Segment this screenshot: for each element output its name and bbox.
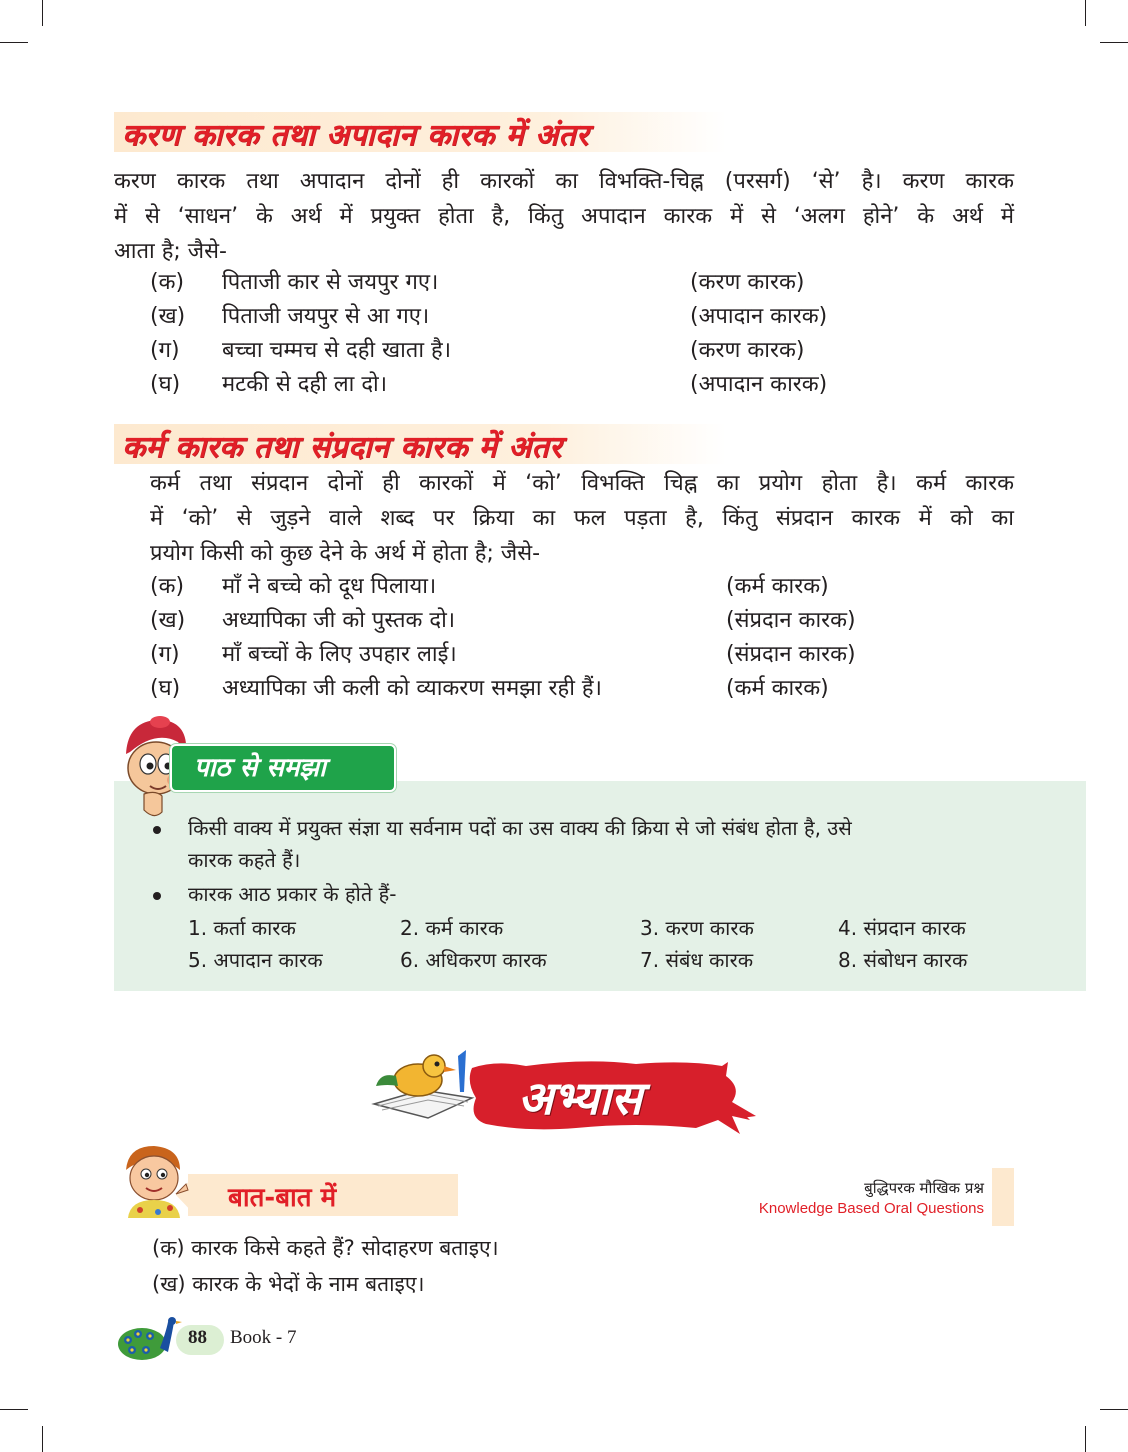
example-sentence: अध्यापिका जी को पुस्तक दो।: [222, 608, 456, 633]
example-karak-type: (संप्रदान कारक): [726, 608, 856, 633]
example-marker: (क): [150, 574, 185, 599]
oral-questions-label-hindi: बुद्धिपरक मौखिक प्रश्न: [864, 1179, 984, 1197]
example-sentence: अध्यापिका जी कली को व्याकरण समझा रही हैं।: [222, 676, 602, 701]
example-karak-type: (कर्म कारक): [726, 676, 829, 701]
oral-questions-label-english: Knowledge Based Oral Questions: [758, 1200, 984, 1217]
paragraph-line: में से ‘साधन’ के अर्थ में प्रयुक्त होता है, किंतु अपादान कारक में से ‘अलग होने’ के अर्थ में: [114, 204, 1014, 229]
example-sentence: माँ ने बच्चे को दूध पिलाया।: [222, 574, 437, 599]
example-karak-type: (करण कारक): [690, 338, 805, 363]
oral-questions-strip: [992, 1168, 1014, 1226]
peacock-icon: [116, 1312, 184, 1364]
paragraph-line: प्रयोग किसी को कुछ देने के अर्थ में होता है; जैसे-: [150, 541, 541, 566]
example-row: [150, 334, 890, 368]
crop-mark: [1100, 1409, 1128, 1410]
crop-mark: [42, 1426, 43, 1452]
section1-paragraph: [114, 164, 1014, 269]
summary-title: पाठ से समझा: [194, 753, 326, 783]
example-marker: (ख): [150, 304, 186, 329]
section1-heading: करण कारक तथा अपादान कारक में अंतर: [122, 118, 589, 153]
book-label: Book - 7: [230, 1327, 297, 1348]
bullet-icon: [153, 826, 161, 834]
summary-bullet-line: कारक कहते हैं।: [188, 848, 301, 872]
example-karak-type: (अपादान कारक): [690, 372, 828, 397]
example-row: [150, 368, 890, 402]
bird-writing-icon: [368, 1046, 480, 1130]
example-row: [150, 300, 890, 334]
example-row: [150, 266, 890, 300]
karak-type-item: 3. करण कारक: [640, 916, 754, 940]
example-karak-type: (करण कारक): [690, 270, 805, 295]
paragraph-line: कर्म तथा संप्रदान दोनों ही कारकों में ‘को’ विभक्ति चिह्न का प्रयोग होता है। कर्म कारक: [150, 471, 1014, 496]
example-karak-type: (अपादान कारक): [690, 304, 828, 329]
crop-mark: [42, 0, 43, 26]
oral-question: (ख) कारक के भेदों के नाम बताइए।: [152, 1272, 425, 1296]
example-row: [150, 638, 910, 672]
example-marker: (ग): [150, 338, 180, 363]
karak-type-item: 5. अपादान कारक: [188, 948, 323, 972]
example-sentence: पिताजी जयपुर से आ गए।: [222, 304, 430, 329]
example-marker: (घ): [150, 372, 181, 397]
section1-heading-bar: [114, 112, 726, 152]
crop-mark: [0, 42, 28, 43]
page-number: 88: [188, 1327, 207, 1348]
karak-type-item: 8. संबोधन कारक: [838, 948, 968, 972]
karak-type-item: 2. कर्म कारक: [400, 916, 504, 940]
karak-type-item: 7. संबंध कारक: [640, 948, 754, 972]
summary-bullet-line: किसी वाक्य में प्रयुक्त संज्ञा या सर्वनाम पदों का उस वाक्य की क्रिया से जो संबंध होता है, उसे: [188, 816, 852, 840]
paragraph-line: में ‘को’ से जुड़ने वाले शब्द पर क्रिया का फल पड़ता है, किंतु संप्रदान कारक में को का: [150, 506, 1014, 531]
example-marker: (ग): [150, 642, 180, 667]
example-marker: (ख): [150, 608, 186, 633]
summary-title-tab: [170, 744, 396, 792]
karak-type-item: 4. संप्रदान कारक: [838, 916, 966, 940]
example-karak-type: (संप्रदान कारक): [726, 642, 856, 667]
crop-mark: [1085, 1426, 1086, 1452]
section2-heading-bar: [114, 424, 726, 464]
crop-mark: [1100, 42, 1128, 43]
example-sentence: माँ बच्चों के लिए उपहार लाई।: [222, 642, 457, 667]
karak-type-item: 1. कर्ता कारक: [188, 916, 296, 940]
kid-mascot-icon: [118, 1142, 190, 1218]
example-marker: (क): [150, 270, 185, 295]
example-row: [150, 672, 910, 706]
oral-question: (क) कारक किसे कहते हैं? सोदाहरण बताइए।: [152, 1236, 499, 1260]
baat-baat-title: बात-बात में: [228, 1183, 337, 1213]
paragraph-line: करण कारक तथा अपादान दोनों ही कारकों का विभक्ति-चिह्न (परसर्ग) ‘से’ है। करण कारक: [114, 169, 1014, 194]
section2-paragraph: [150, 466, 1014, 571]
example-sentence: पिताजी कार से जयपुर गए।: [222, 270, 439, 295]
example-marker: (घ): [150, 676, 181, 701]
example-row: [150, 570, 910, 604]
example-karak-type: (कर्म कारक): [726, 574, 829, 599]
example-row: [150, 604, 910, 638]
section2-heading: कर्म कारक तथा संप्रदान कारक में अंतर: [122, 430, 562, 465]
bullet-icon: [153, 892, 161, 900]
exercise-title: अभ्यास: [518, 1071, 642, 1125]
example-sentence: मटकी से दही ला दो।: [222, 372, 388, 397]
paragraph-line: आता है; जैसे-: [114, 239, 227, 264]
example-sentence: बच्चा चम्मच से दही खाता है।: [222, 338, 452, 363]
summary-bullet-line: कारक आठ प्रकार के होते हैं-: [188, 882, 397, 906]
crop-mark: [0, 1409, 28, 1410]
crop-mark: [1085, 0, 1086, 26]
karak-type-item: 6. अधिकरण कारक: [400, 948, 547, 972]
